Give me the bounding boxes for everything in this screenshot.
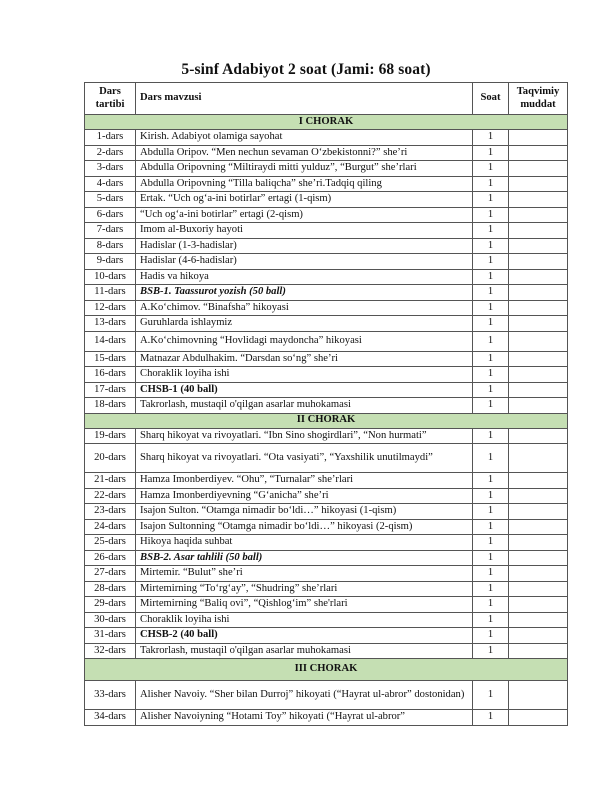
lesson-hours: 1 [473,161,509,177]
lesson-date [509,504,568,520]
lesson-hours: 1 [473,207,509,223]
table-row [85,207,568,223]
lesson-hours: 1 [473,550,509,566]
lesson-date [509,581,568,597]
lesson-topic: Mirtemirning “To‘rg‘ay”, “Shudring” she’rlari [136,581,473,597]
header-calendar-date: Taqvimiy muddat [509,83,568,115]
table-row [85,428,568,444]
lesson-topic: Hadislar (1-3-hadislar) [136,238,473,254]
lesson-number: 32-dars [85,643,136,659]
lesson-topic: A.Ko‘chimovning “Hovlidagi maydoncha” hikoyasi [136,331,473,351]
table-row [85,269,568,285]
table-row [85,316,568,332]
lesson-date [509,223,568,239]
table-row [85,444,568,473]
lesson-hours: 1 [473,597,509,613]
lesson-number: 10-dars [85,269,136,285]
lesson-topic: Abdulla Oripovning “Tilla baliqcha” she’ri.Tadqiq qiling [136,176,473,192]
lesson-number: 8-dars [85,238,136,254]
lesson-number: 34-dars [85,710,136,726]
table-row [85,643,568,659]
table-row [85,628,568,644]
table-row [85,382,568,398]
quarter-header-row [85,413,568,428]
lesson-date [509,428,568,444]
header-lesson-topic: Dars mavzusi [136,83,473,115]
lesson-number: 14-dars [85,331,136,351]
lesson-hours: 1 [473,428,509,444]
lesson-date [509,176,568,192]
lesson-hours: 1 [473,382,509,398]
quarter-label: I CHORAK [85,115,568,130]
lesson-date [509,535,568,551]
lesson-topic: Isajon Sultonning “Otamga nimadir bo‘ldi…” hikoyasi (2-qism) [136,519,473,535]
lesson-date [509,351,568,367]
lesson-topic: Takrorlash, mustaqil o'qilgan asarlar muhokamasi [136,398,473,414]
lesson-number: 11-dars [85,285,136,301]
lesson-date [509,519,568,535]
lesson-number: 28-dars [85,581,136,597]
document-title: 5-sinf Adabiyot 2 soat (Jami: 68 soat) [181,61,431,78]
table-header-row [85,83,568,115]
header-lesson-number: Dars tartibi [85,83,136,115]
lesson-date [509,473,568,489]
lesson-plan-table [84,82,568,726]
lesson-number: 21-dars [85,473,136,489]
lesson-number: 20-dars [85,444,136,473]
lesson-topic: A.Ko‘chimov. “Binafsha” hikoyasi [136,300,473,316]
lesson-date [509,444,568,473]
lesson-hours: 1 [473,367,509,383]
table-row [85,331,568,351]
lesson-date [509,207,568,223]
quarter-header-row [85,659,568,681]
lesson-hours: 1 [473,316,509,332]
lesson-topic: BSB-1. Taassurot yozish (50 ball) [136,285,473,301]
lesson-topic: Alisher Navoiyning “Hotami Toy” hikoyati (“Hayrat ul-abror” [136,710,473,726]
lesson-number: 16-dars [85,367,136,383]
table-row [85,612,568,628]
lesson-topic: Choraklik loyiha ishi [136,612,473,628]
lesson-number: 2-dars [85,145,136,161]
lesson-topic: BSB-2. Asar tahlili (50 ball) [136,550,473,566]
lesson-date [509,643,568,659]
header-hours: Soat [473,83,509,115]
lesson-hours: 1 [473,300,509,316]
lesson-hours: 1 [473,285,509,301]
lesson-topic: Hadis va hikoya [136,269,473,285]
lesson-date [509,130,568,146]
lesson-number: 19-dars [85,428,136,444]
lesson-number: 12-dars [85,300,136,316]
lesson-hours: 1 [473,223,509,239]
lesson-topic: CHSB-1 (40 ball) [136,382,473,398]
lesson-topic: CHSB-2 (40 ball) [136,628,473,644]
lesson-topic: Abdulla Oripov. “Men nechun sevaman O‘zbekistonni?” she’ri [136,145,473,161]
lesson-hours: 1 [473,504,509,520]
lesson-hours: 1 [473,710,509,726]
lesson-number: 33-dars [85,681,136,710]
lesson-hours: 1 [473,130,509,146]
table-row [85,367,568,383]
lesson-topic: Guruhlarda ishlaymiz [136,316,473,332]
lesson-hours: 1 [473,566,509,582]
lesson-date [509,238,568,254]
table-row [85,550,568,566]
lesson-number: 27-dars [85,566,136,582]
lesson-hours: 1 [473,351,509,367]
lesson-hours: 1 [473,269,509,285]
table-row [85,535,568,551]
table-row [85,176,568,192]
lesson-hours: 1 [473,254,509,270]
table-row [85,473,568,489]
lesson-hours: 1 [473,488,509,504]
table-row [85,254,568,270]
lesson-topic: Hamza Imonberdiyev. “Ohu”, “Turnalar” she’rlari [136,473,473,489]
lesson-number: 13-dars [85,316,136,332]
lesson-hours: 1 [473,628,509,644]
lesson-date [509,681,568,710]
lesson-date [509,628,568,644]
lesson-number: 1-dars [85,130,136,146]
lesson-topic: Ertak. “Uch og‘a-ini botirlar” ertagi (1-qism) [136,192,473,208]
lesson-hours: 1 [473,535,509,551]
table-body [85,115,568,726]
lesson-topic: Hadislar (4-6-hadislar) [136,254,473,270]
lesson-date [509,550,568,566]
lesson-number: 30-dars [85,612,136,628]
lesson-hours: 1 [473,581,509,597]
lesson-hours: 1 [473,398,509,414]
lesson-number: 29-dars [85,597,136,613]
lesson-topic: Mirtemir. “Bulut” she’ri [136,566,473,582]
lesson-number: 5-dars [85,192,136,208]
lesson-topic: Takrorlash, mustaqil o'qilgan asarlar muhokamasi [136,643,473,659]
lesson-topic: Sharq hikoyat va rivoyatlari. “Ibn Sino shogirdlari”, “Non hurmati” [136,428,473,444]
lesson-hours: 1 [473,192,509,208]
table-row [85,145,568,161]
table-row [85,566,568,582]
lesson-date [509,145,568,161]
lesson-date [509,192,568,208]
lesson-number: 15-dars [85,351,136,367]
lesson-topic: Hamza Imonberdiyevning “G‘anicha” she’ri [136,488,473,504]
lesson-date [509,254,568,270]
lesson-number: 25-dars [85,535,136,551]
table-row [85,192,568,208]
lesson-number: 7-dars [85,223,136,239]
lesson-topic: Matnazar Abdulhakim. “Darsdan so‘ng” she’ri [136,351,473,367]
lesson-topic: Hikoya haqida suhbat [136,535,473,551]
table-row [85,223,568,239]
table-row [85,130,568,146]
lesson-hours: 1 [473,176,509,192]
table-row [85,710,568,726]
table-row [85,351,568,367]
lesson-date [509,269,568,285]
lesson-number: 9-dars [85,254,136,270]
table-row [85,597,568,613]
lesson-topic: Kirish. Adabiyot olamiga sayohat [136,130,473,146]
lesson-number: 4-dars [85,176,136,192]
lesson-topic: Mirtemirning “Baliq ovi”, “Qishlog‘im” she'rlari [136,597,473,613]
table-row [85,519,568,535]
lesson-number: 6-dars [85,207,136,223]
lesson-date [509,382,568,398]
lesson-topic: Imom al-Buxoriy hayoti [136,223,473,239]
quarter-label: II CHORAK [85,413,568,428]
lesson-hours: 1 [473,145,509,161]
lesson-date [509,316,568,332]
lesson-number: 17-dars [85,382,136,398]
lesson-hours: 1 [473,681,509,710]
lesson-number: 26-dars [85,550,136,566]
table-row [85,488,568,504]
lesson-hours: 1 [473,643,509,659]
table-row [85,581,568,597]
lesson-date [509,488,568,504]
lesson-date [509,331,568,351]
lesson-hours: 1 [473,612,509,628]
lesson-date [509,300,568,316]
lesson-number: 18-dars [85,398,136,414]
lesson-topic: “Uch og‘a-ini botirlar” ertagi (2-qism) [136,207,473,223]
quarter-header-row [85,115,568,130]
table-row [85,681,568,710]
lesson-hours: 1 [473,331,509,351]
lesson-hours: 1 [473,238,509,254]
lesson-date [509,566,568,582]
lesson-date [509,612,568,628]
lesson-number: 23-dars [85,504,136,520]
lesson-number: 31-dars [85,628,136,644]
lesson-hours: 1 [473,519,509,535]
table-row [85,161,568,177]
table-row [85,504,568,520]
table-row [85,300,568,316]
lesson-date [509,398,568,414]
lesson-hours: 1 [473,444,509,473]
table-row [85,285,568,301]
lesson-topic: Alisher Navoiy. “Sher bilan Durroj” hikoyati (“Hayrat ul-abror” dostonidan) [136,681,473,710]
lesson-date [509,367,568,383]
lesson-date [509,161,568,177]
quarter-label: III CHORAK [85,659,568,681]
lesson-topic: Sharq hikoyat va rivoyatlari. “Ota vasiyati”, “Yaxshilik unutilmaydi” [136,444,473,473]
table-row [85,398,568,414]
lesson-topic: Isajon Sulton. “Otamga nimadir bo‘ldi…” hikoyasi (1-qism) [136,504,473,520]
lesson-topic: Abdulla Oripovning “Miltiraydi mitti yulduz”, “Burgut” she’rlari [136,161,473,177]
lesson-number: 24-dars [85,519,136,535]
lesson-hours: 1 [473,473,509,489]
lesson-number: 22-dars [85,488,136,504]
lesson-date [509,710,568,726]
table-row [85,238,568,254]
lesson-date [509,597,568,613]
lesson-date [509,285,568,301]
lesson-number: 3-dars [85,161,136,177]
lesson-topic: Choraklik loyiha ishi [136,367,473,383]
